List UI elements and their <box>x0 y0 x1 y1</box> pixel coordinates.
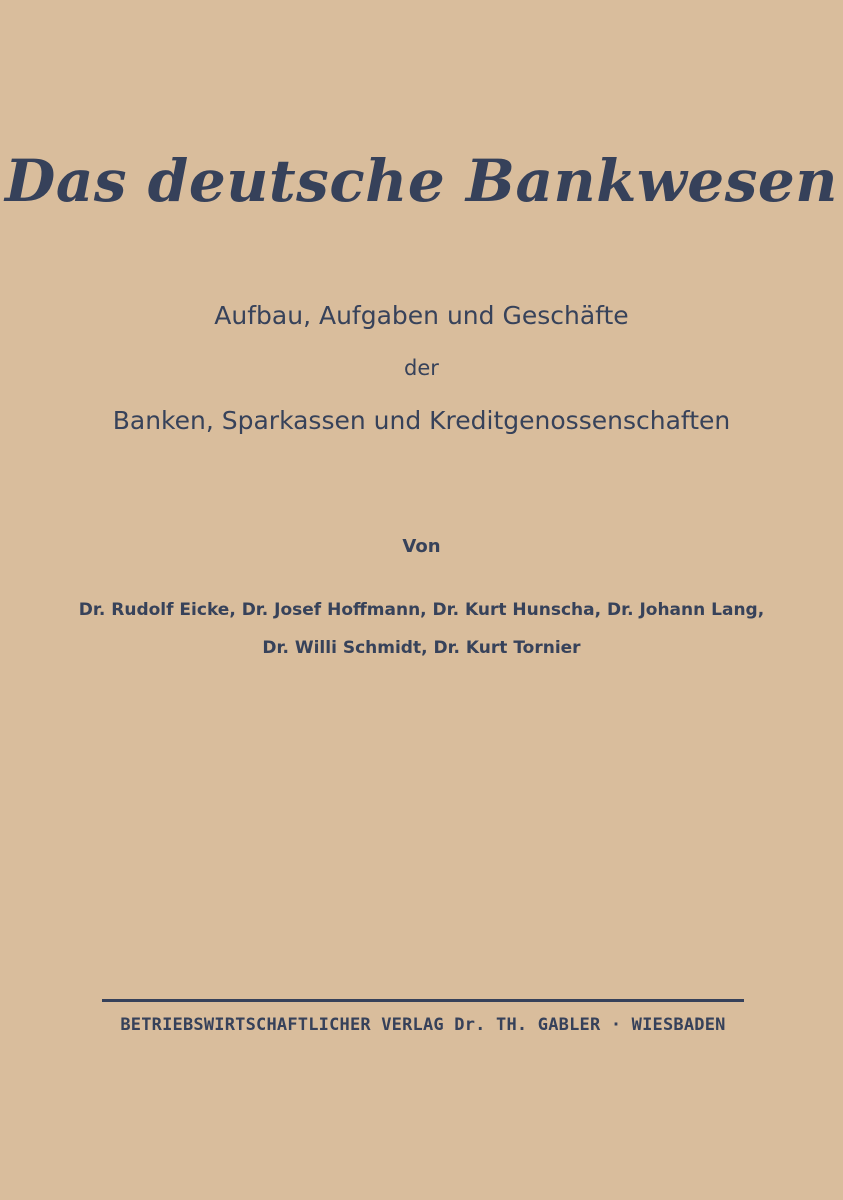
subtitle-connector: der <box>404 356 439 380</box>
book-title: Das deutsche Bankwesen <box>5 147 838 215</box>
by-label: Von <box>402 536 441 557</box>
authors-line-2: Dr. Willi Schmidt, Dr. Kurt Tornier <box>262 638 581 658</box>
divider-line <box>102 999 744 1002</box>
publisher-imprint: BETRIEBSWIRTSCHAFTLICHER VERLAG Dr. TH. GABLER · WIESBADEN <box>120 1015 726 1035</box>
authors-line-1: Dr. Rudolf Eicke, Dr. Josef Hoffmann, Dr. Kurt Hunscha, Dr. Johann Lang, <box>78 600 765 620</box>
subtitle-line-2: Banken, Sparkassen und Kreditgenossenschaften <box>112 406 731 435</box>
subtitle-line-1: Aufbau, Aufgaben und Geschäfte <box>214 301 629 330</box>
